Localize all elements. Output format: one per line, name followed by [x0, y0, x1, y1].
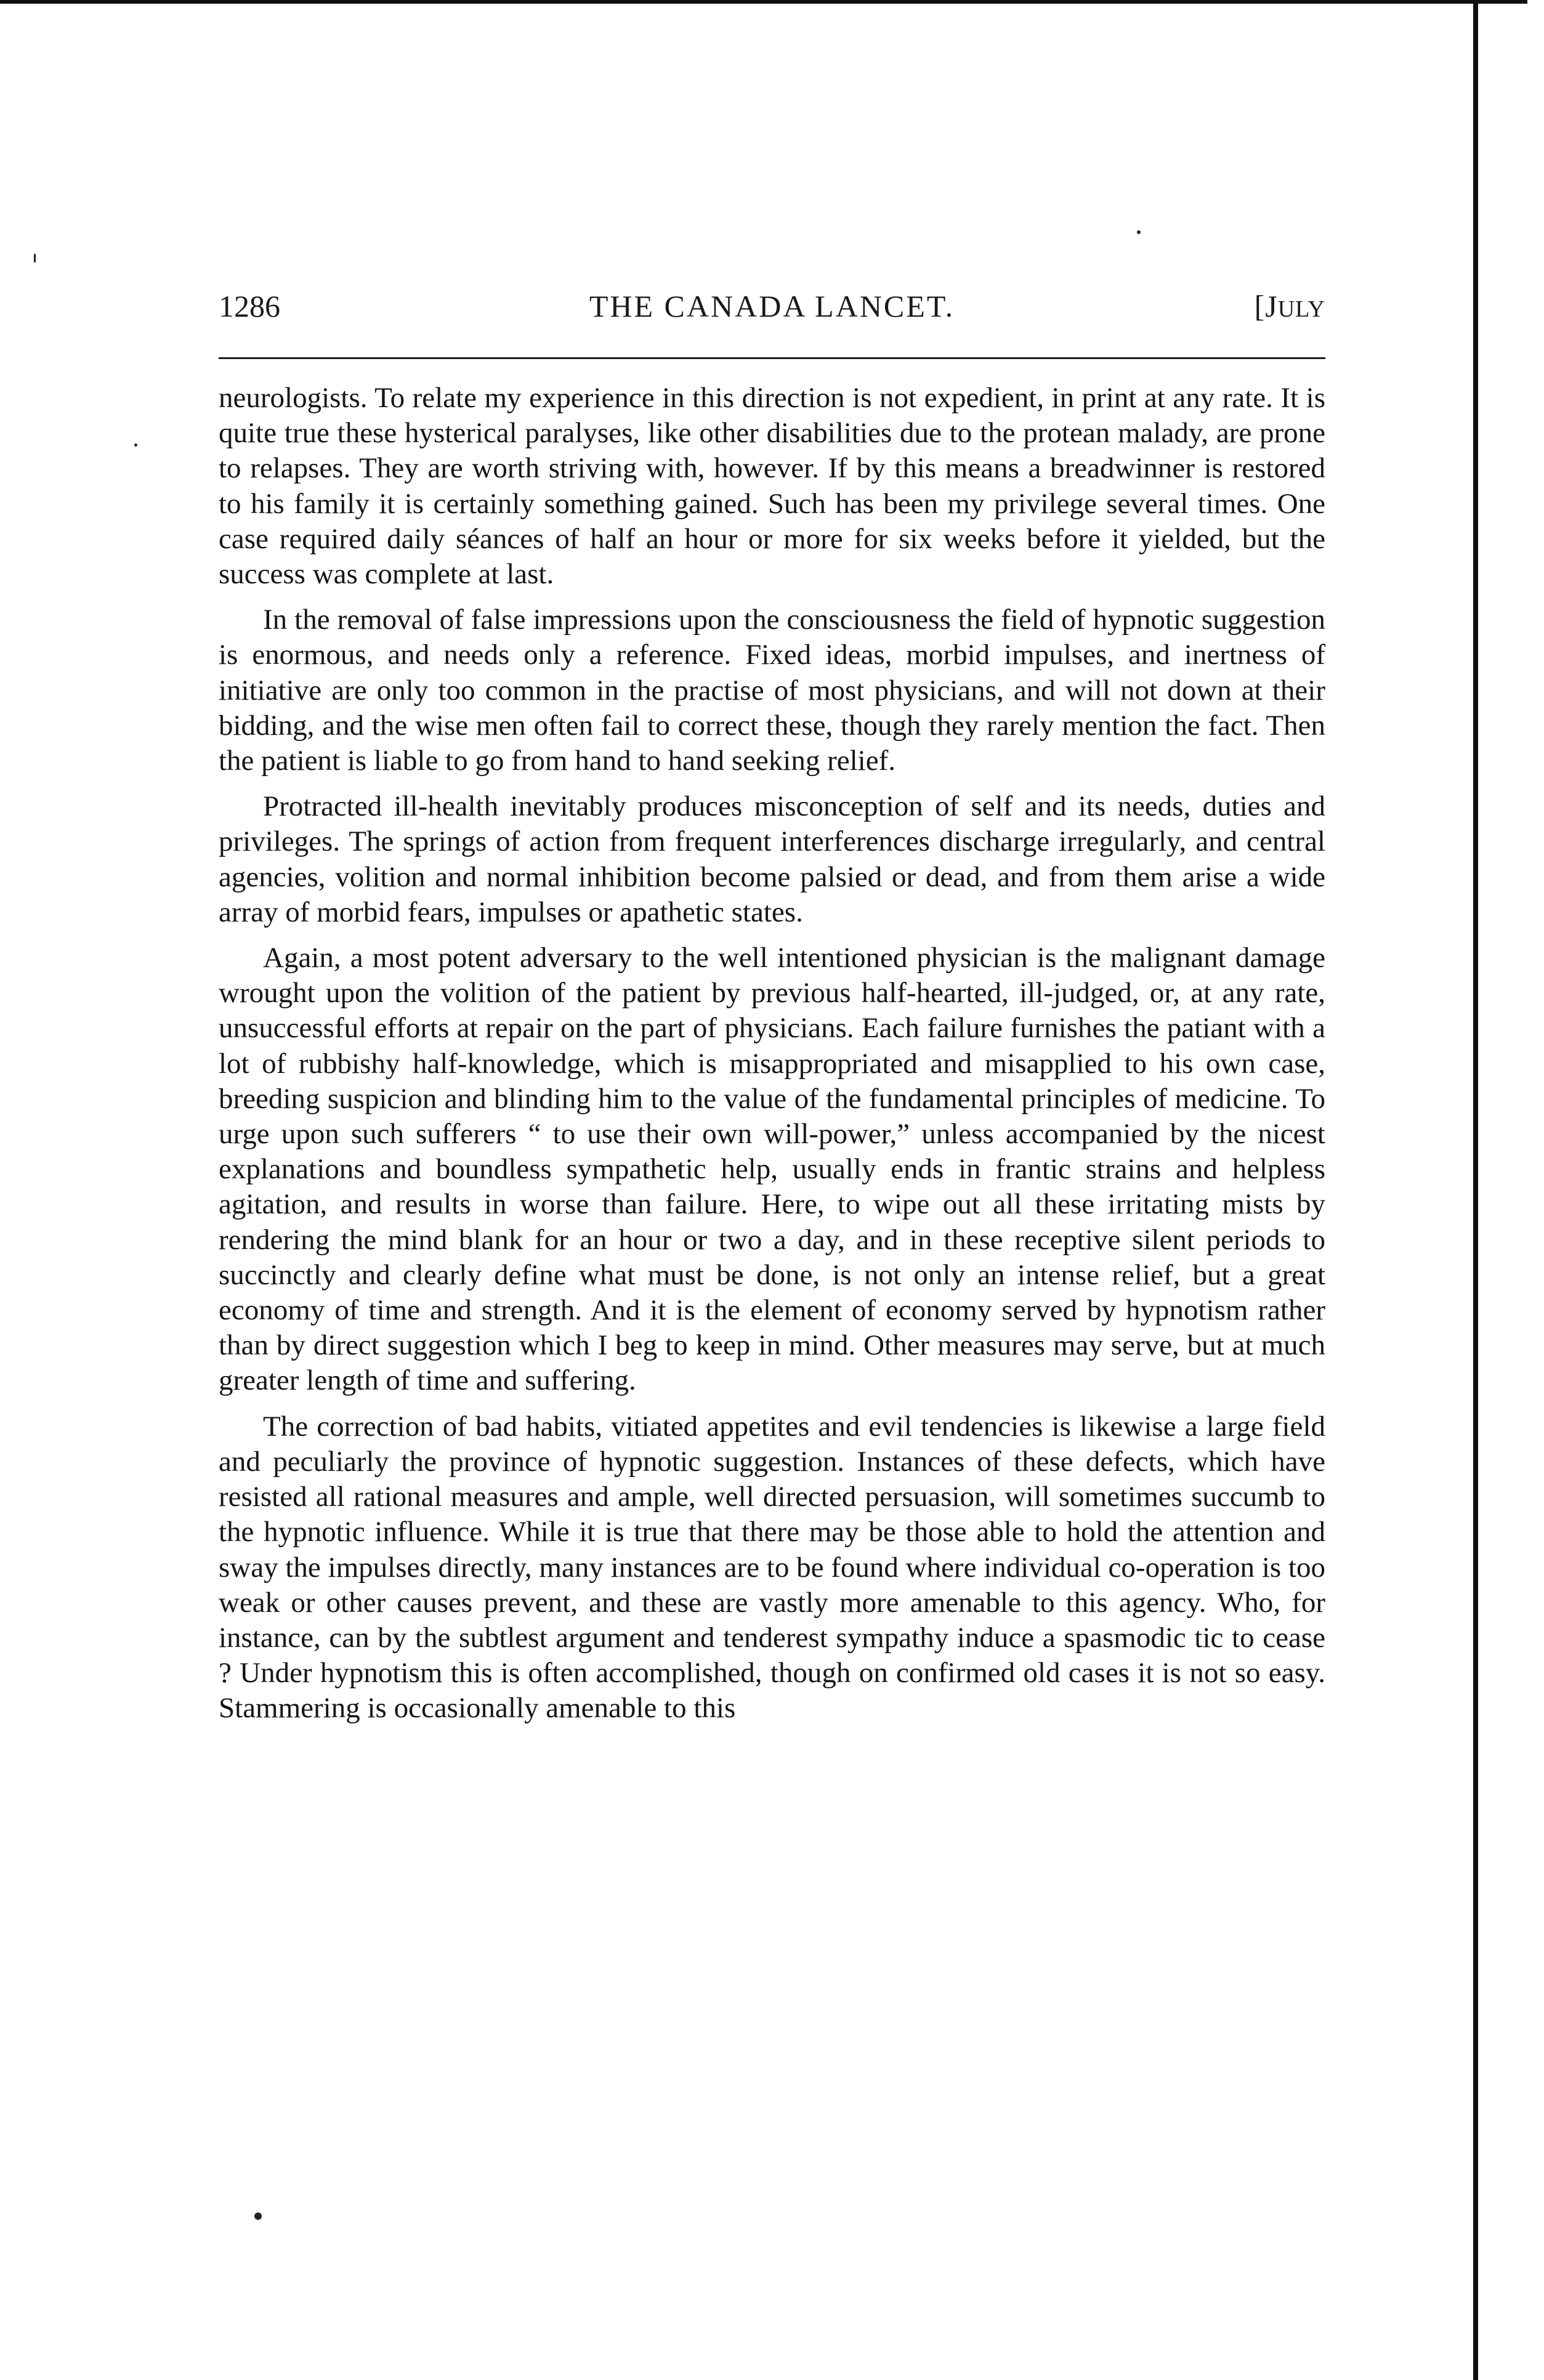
paragraph-last: The correction of bad habits, vitiated appetites and evil tendencies is likewise a large field and peculiarly the province of hypnotic suggestion. Instances of these defects, which have resisted all rational measures and ample, well directed persuasion, will sometimes succumb to the hypnotic influence. While it is true that there may be those able to hold the attention and sway the impulses directly, many instances are to be found where individual co-operation is too weak or other causes prevent, and these are vastly more amenable to this agency. Who, for instance, can by the subtlest argument and tenderest sympathy induce a spasmodic tic to cease ? Under hypnotism this is often accomplished, though on confirmed old cases it is not so easy. Stammering is occasionally amenable to this — [219, 1410, 1325, 1725]
journal-title: THE CANADA LANCET. — [589, 289, 955, 323]
page-number: 1286 — [219, 289, 280, 323]
month-small-caps: ULY — [1277, 296, 1325, 322]
article-body — [219, 381, 1325, 1737]
paragraph: Again, a most potent adversary to the well intentioned physician is the malignant damage wrought upon the volition of the patient by previous half-hearted, ill-judged, or, at any rate, unsuccessful efforts at repair on the part of physicians. Each failure furnishes the patiant with a lot of rubbishy half-knowledge, which is misappropriated and misapplied to his own case, breeding suspicion and blinding him to the value of the fundamental principles of medicine. To urge upon such sufferers “ to use their own will-power,” unless accompanied by the nicest explanations and boundless sympathetic help, usually ends in frantic strains and helpless agitation, and results in worse than failure. Here, to wipe out all these irritating mists by rendering the mind blank for an hour or two a day, and in these receptive silent periods to succinctly and clearly define what must be done, is not only an intense relief, but a great economy of time and strength. And it is the element of economy served by hypnotism rather than by direct suggestion which I beg to keep in mind. Other measures may serve, but at much greater length of time and suffering. — [219, 942, 1325, 1397]
running-header — [219, 288, 1325, 331]
header-rule — [219, 357, 1325, 359]
month-initial: [J — [1254, 289, 1278, 323]
paragraph-continued: neurologists. To relate my experience in this direction is not expedient, in print at any rate. It is quite true these hysterical paralyses, like other disabilities due to the protean malady, are prone to relapses. They are worth striving with, however. If by this means a breadwinner is restored to his family it is certainly something gained. Such has been my privilege several times. One case required daily séances of half an hour or more for six weeks before it yielded, but the success was complete at last. — [219, 382, 1325, 591]
paragraph: In the removal of false impressions upon the consciousness the field of hypnotic suggestion is enormous, and needs only a reference. Fixed ideas, morbid impulses, and inertness of initiative are only too common in the practise of most physicians, and will not down at their bidding, and the wise men often fail to correct these, though they rarely mention the fact. Then the patient is liable to go from hand to hand seeking relief. — [219, 604, 1325, 777]
issue-month — [1255, 288, 1325, 324]
paragraph: Protracted ill-health inevitably produces misconception of self and its needs, duties and privileges. The springs of action from frequent interferences discharge irregularly, and central agencies, volition and normal inhibition become palsied or dead, and from them arise a wide array of morbid fears, impulses or apathetic states. — [219, 790, 1325, 928]
